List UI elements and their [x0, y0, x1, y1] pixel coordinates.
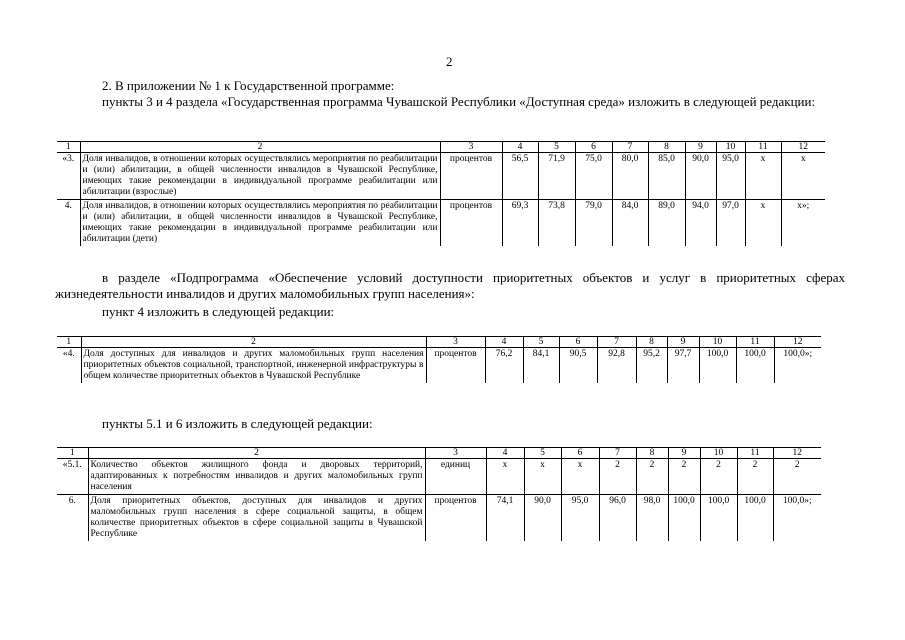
section-3-text: пункты 5.1 и 6 изложить в следующей редакции: [102, 416, 373, 431]
value-cell: 71,9 [538, 153, 575, 200]
table-row [57, 153, 825, 200]
row-number: 4. [64, 201, 72, 211]
header-cell: 8 [636, 337, 667, 348]
row-number: «3. [57, 153, 80, 200]
value-cell: 90,5 [559, 348, 597, 384]
header-cell: 4 [502, 142, 538, 153]
value-cell: 85,0 [648, 153, 685, 200]
header-cell: 2 [80, 142, 440, 153]
value-cell: 90,0 [685, 153, 716, 200]
value-cell: х [561, 459, 599, 495]
header-cell: 7 [599, 448, 636, 459]
value-cell: х [745, 153, 781, 200]
section-2-point: пункт 4 изложить в следующей редакции: [102, 304, 335, 319]
header-cell: 5 [524, 448, 561, 459]
header-cell: 3 [440, 142, 502, 153]
row-number: «5.1. [57, 459, 88, 495]
header-cell: 3 [426, 337, 485, 348]
row-unit: единиц [425, 459, 486, 495]
section-2-text: в разделе «Подпрограмма «Обеспечение условий доступности приоритетных объектов и услуг в приоритетных сферах жизнедеятельности инвалидов и других маломобильных групп населения»: [55, 270, 845, 301]
header-cell: 5 [538, 142, 575, 153]
value-cell: 92,8 [597, 348, 636, 384]
header-cell: 8 [648, 142, 685, 153]
row-description: Доля доступных для инвалидов и других маломобильных групп населения приоритетных объектов социальной, транспортной, инженерной инфраструктуры в общем количестве приоритетных объектов в Чувашской Республике [81, 348, 426, 384]
header-cell: 10 [716, 142, 745, 153]
table-row [57, 200, 825, 247]
header-cell: 9 [685, 142, 716, 153]
header-cell: 10 [699, 337, 736, 348]
header-cell: 1 [57, 337, 81, 348]
value-cell: х [524, 459, 561, 495]
row-number: 6. [68, 496, 76, 506]
value-cell: х [745, 200, 781, 247]
table-header-row [57, 142, 825, 153]
header-cell: 7 [597, 337, 636, 348]
header-cell: 12 [774, 337, 821, 348]
intro-line-2: пункты 3 и 4 раздела «Государственная программа Чувашской Республики «Доступная среда» изложить в следующей редакции: [102, 94, 816, 109]
value-cell: 100,0 [736, 348, 774, 384]
table-2 [57, 336, 821, 383]
value-cell: х [486, 459, 524, 495]
value-cell: 96,0 [599, 495, 636, 542]
value-cell: 2 [773, 459, 821, 495]
header-cell: 6 [559, 337, 597, 348]
value-cell: 73,8 [538, 200, 575, 247]
header-cell: 1 [57, 448, 88, 459]
header-cell: 10 [700, 448, 737, 459]
value-cell: 80,0 [612, 153, 648, 200]
value-cell: 76,2 [485, 348, 523, 384]
header-cell: 9 [667, 337, 699, 348]
value-cell: 89,0 [648, 200, 685, 247]
row-number: «4. [62, 349, 75, 359]
value-cell: 75,0 [575, 153, 612, 200]
header-cell: 5 [523, 337, 559, 348]
value-cell: 2 [668, 459, 700, 495]
value-cell: 69,3 [502, 200, 538, 247]
row-unit: процентов [440, 153, 502, 200]
value-cell: 56,5 [502, 153, 538, 200]
value-cell: 97,0 [716, 200, 745, 247]
table-row [57, 459, 821, 495]
value-cell: 2 [737, 459, 773, 495]
value-cell: 84,0 [612, 200, 648, 247]
value-cell: 95,0 [561, 495, 599, 542]
intro-line-1: 2. В приложении № 1 к Государственной программе: [102, 78, 395, 93]
header-cell: 11 [736, 337, 774, 348]
value-cell: 100,0»; [773, 495, 821, 542]
header-cell: 11 [737, 448, 773, 459]
value-cell: 94,0 [685, 200, 716, 247]
row-unit: процентов [426, 348, 485, 384]
table-row [57, 495, 821, 542]
value-cell: 90,0 [524, 495, 561, 542]
table-row [57, 348, 821, 384]
value-cell: 2 [636, 459, 668, 495]
header-cell: 2 [81, 337, 426, 348]
header-cell: 11 [745, 142, 781, 153]
value-cell: 100,0»; [774, 348, 821, 384]
header-cell: 12 [781, 142, 825, 153]
header-cell: 2 [88, 448, 425, 459]
value-cell: 100,0 [699, 348, 736, 384]
value-cell: 97,7 [667, 348, 699, 384]
value-cell: 95,2 [636, 348, 667, 384]
header-cell: 4 [486, 448, 524, 459]
header-cell: 9 [668, 448, 700, 459]
header-cell: 6 [561, 448, 599, 459]
header-cell: 7 [612, 142, 648, 153]
row-unit: процентов [440, 200, 502, 247]
value-cell: 2 [599, 459, 636, 495]
header-cell: 6 [575, 142, 612, 153]
table-1 [57, 141, 825, 246]
value-cell: 98,0 [636, 495, 668, 542]
value-cell: 95,0 [716, 153, 745, 200]
value-cell: 74,1 [486, 495, 524, 542]
page-number: 2 [446, 54, 453, 69]
value-cell: х [781, 153, 825, 200]
row-unit: процентов [425, 495, 486, 542]
value-cell: 100,0 [700, 495, 737, 542]
value-cell: 100,0 [737, 495, 773, 542]
table-3 [57, 447, 821, 541]
value-cell: х»; [781, 200, 825, 247]
header-cell: 1 [57, 142, 80, 153]
value-cell: 84,1 [523, 348, 559, 384]
header-cell: 3 [425, 448, 486, 459]
row-description: Доля инвалидов, в отношении которых осуществлялись мероприятия по реабилитации и (или) абилитации, в общей численности инвалидов в Чувашской Республике, имеющих такие рекомендации в индивидуальной программе реабилитации или абилитации (взрослые) [80, 153, 440, 200]
header-cell: 12 [773, 448, 821, 459]
row-description: Доля приоритетных объектов, доступных для инвалидов и других маломобильных групп населения в сфере социальной защиты, в общем количестве приоритетных объектов в сфере социальной защиты в Чувашской Республике [88, 495, 425, 542]
value-cell: 2 [700, 459, 737, 495]
value-cell: 79,0 [575, 200, 612, 247]
header-cell: 8 [636, 448, 668, 459]
row-description: Количество объектов жилищного фонда и дворовых территорий, адаптированных к потребностям инвалидов и других маломобильных групп населения [88, 459, 425, 495]
table-header-row [57, 337, 821, 348]
header-cell: 4 [485, 337, 523, 348]
table-header-row [57, 448, 821, 459]
value-cell: 100,0 [668, 495, 700, 542]
row-description: Доля инвалидов, в отношении которых осуществлялись мероприятия по реабилитации и (или) абилитации, в общей численности инвалидов в Чувашской Республике, имеющих такие рекомендации в индивидуальной программе реабилитации или абилитации (дети) [80, 200, 440, 247]
